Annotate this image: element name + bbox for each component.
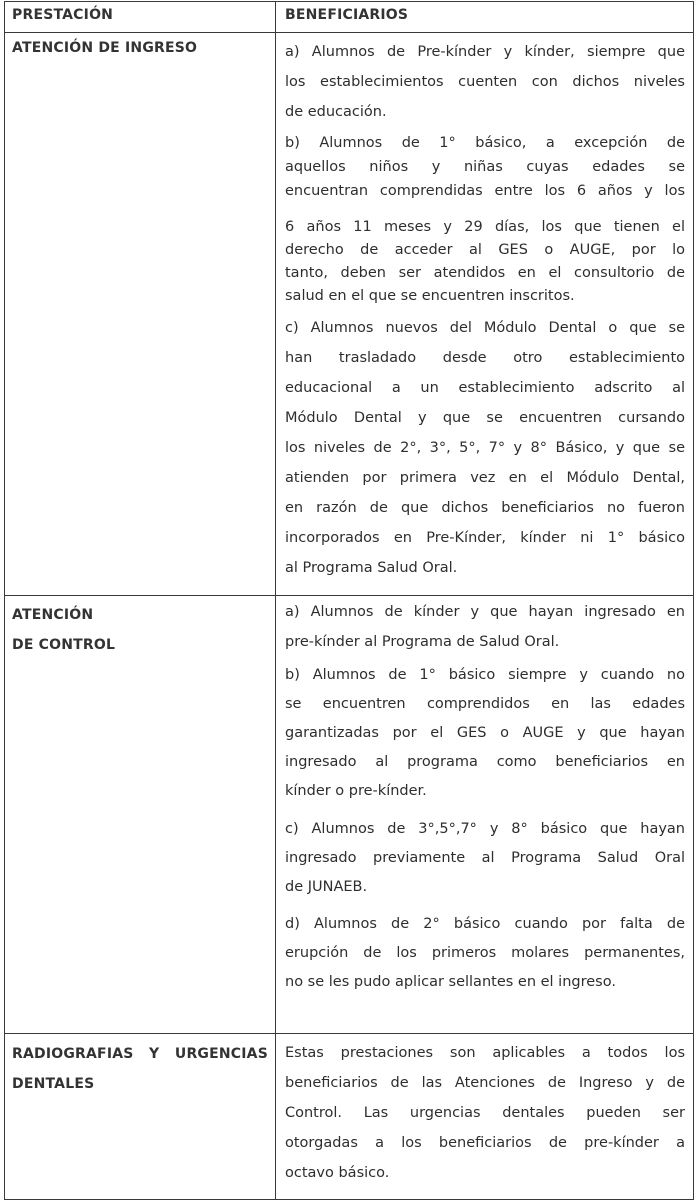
text-line: aquellos niños y niñas cuyas edades se xyxy=(285,159,685,175)
text-line: c) Alumnos de 3°,5°,7° y 8° básico que hayan xyxy=(285,821,685,837)
column-divider xyxy=(275,1,276,1200)
text-line: 6 años 11 meses y 29 días, los que tienen el xyxy=(285,219,685,235)
radiografias-text xyxy=(285,1038,685,1188)
text-line: encuentran comprendidas entre los 6 años y los xyxy=(285,183,685,199)
row-label-atencion-ingreso: ATENCIÓN DE INGRESO xyxy=(12,40,198,56)
row-label-line: ATENCIÓN xyxy=(12,607,94,623)
row-label-radiografias-urgencias xyxy=(12,1039,268,1099)
table-border-top xyxy=(4,1,694,2)
text-line: de educación. xyxy=(285,104,387,120)
text-line: pre-kínder al Programa de Salud Oral. xyxy=(285,634,560,650)
text-line: han trasladado desde otro establecimiento xyxy=(285,350,685,366)
table-border-left xyxy=(4,1,5,1200)
row-label-line: DENTALES xyxy=(12,1076,95,1092)
text-line: se encuentren comprendidos en las edades xyxy=(285,696,685,712)
text-line: beneficiarios de las Atenciones de Ingreso y de xyxy=(285,1075,685,1091)
row-divider-1 xyxy=(4,595,694,596)
text-line: b) Alumnos de 1° básico, a excepción de xyxy=(285,135,685,151)
text-line: a) Alumnos de kínder y que hayan ingresado en xyxy=(285,604,685,620)
text-line: octavo básico. xyxy=(285,1165,390,1181)
control-item-b xyxy=(285,661,685,806)
ingreso-item-a xyxy=(285,37,685,127)
table-border-right xyxy=(693,1,694,1200)
text-line: no se les pudo aplicar sellantes en el ingreso. xyxy=(285,974,616,990)
row-label-line: RADIOGRAFIAS Y URGENCIAS xyxy=(12,1046,268,1062)
header-prestacion: PRESTACIÓN xyxy=(12,7,114,23)
text-line: ingresado previamente al Programa Salud Oral xyxy=(285,850,685,866)
ingreso-item-c xyxy=(285,313,685,583)
text-line: los niveles de 2°, 3°, 5°, 7° y 8° Básico, y que se xyxy=(285,440,685,456)
text-line: c) Alumnos nuevos del Módulo Dental o que se xyxy=(285,320,685,336)
text-line: garantizadas por el GES o AUGE y que hayan xyxy=(285,725,685,741)
control-item-c xyxy=(285,815,685,902)
text-line: salud en el que se encuentren inscritos. xyxy=(285,288,575,304)
text-line: tanto, deben ser atendidos en el consultorio de xyxy=(285,265,685,281)
text-line: los establecimientos cuenten con dichos niveles xyxy=(285,74,685,90)
text-line: atienden por primera vez en el Módulo Dental, xyxy=(285,470,685,486)
text-line: incorporados en Pre-Kínder, kínder ni 1° básico xyxy=(285,530,685,546)
text-line: a) Alumnos de Pre-kínder y kínder, siempre que xyxy=(285,44,685,60)
control-item-a xyxy=(285,597,685,657)
text-line: kínder o pre-kínder. xyxy=(285,783,427,799)
ingreso-item-b-continued xyxy=(285,216,685,308)
text-line: otorgadas a los beneficiarios de pre-kínder a xyxy=(285,1135,685,1151)
header-divider xyxy=(4,32,694,33)
text-line: de JUNAEB. xyxy=(285,879,368,895)
ingreso-item-b xyxy=(285,131,685,203)
text-line: d) Alumnos de 2° básico cuando por falta de xyxy=(285,916,685,932)
text-line: educacional a un establecimiento adscrito al xyxy=(285,380,685,396)
control-item-d xyxy=(285,910,685,997)
row-label-line: DE CONTROL xyxy=(12,637,116,653)
table-border-bottom xyxy=(4,1199,694,1200)
text-line: ingresado al programa como beneficiarios en xyxy=(285,754,685,770)
text-line: derecho de acceder al GES o AUGE, por lo xyxy=(285,242,685,258)
row-divider-2 xyxy=(4,1033,694,1034)
text-line: erupción de los primeros molares permanentes, xyxy=(285,945,685,961)
text-line: Control. Las urgencias dentales pueden ser xyxy=(285,1105,685,1121)
text-line: Módulo Dental y que se encuentren cursando xyxy=(285,410,685,426)
text-line: Estas prestaciones son aplicables a todos los xyxy=(285,1045,685,1061)
row-label-atencion-control xyxy=(12,600,115,660)
text-line: al Programa Salud Oral. xyxy=(285,560,458,576)
header-beneficiarios: BENEFICIARIOS xyxy=(285,7,409,23)
text-line: b) Alumnos de 1° básico siempre y cuando no xyxy=(285,667,685,683)
text-line: en razón de que dichos beneficiarios no fueron xyxy=(285,500,685,516)
